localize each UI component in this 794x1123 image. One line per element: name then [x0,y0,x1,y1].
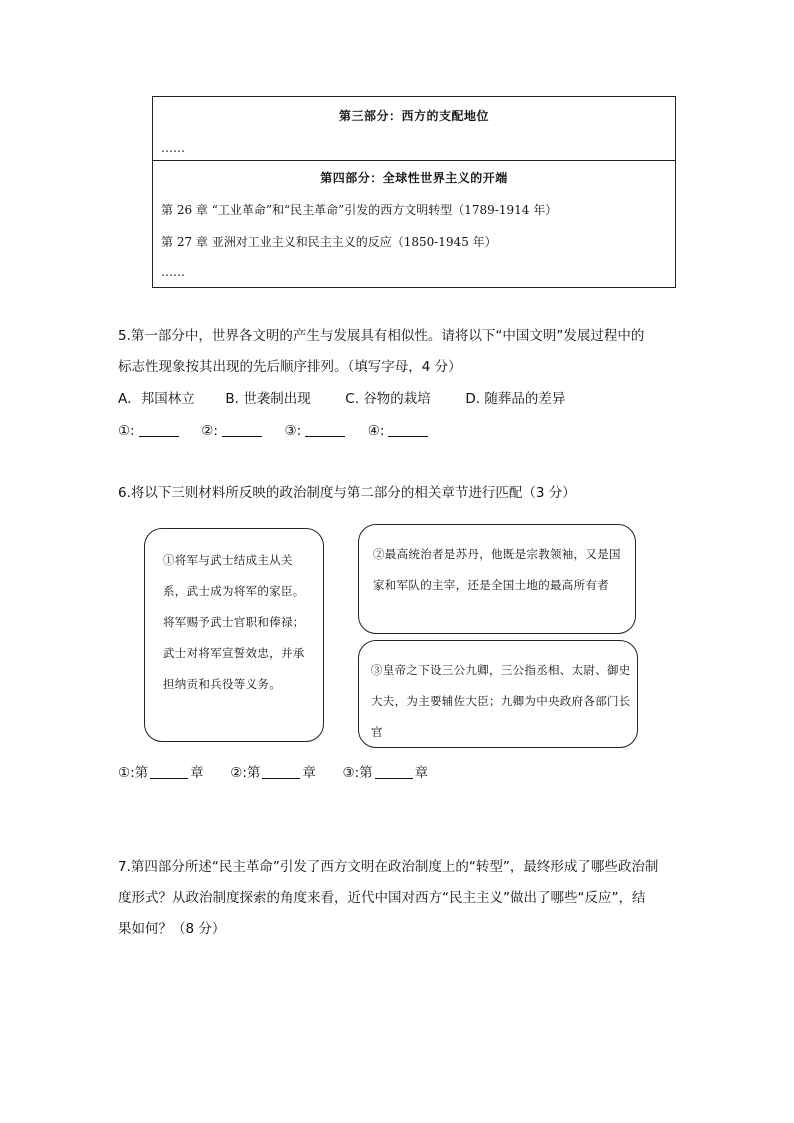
q5-blank-4-label: ④: [367,423,385,439]
q5-blank-2[interactable] [222,436,262,437]
q6-answer-2-pre: ②:第 [230,765,261,781]
q5-option-a: A．邦国林立 [118,391,195,407]
q5-option-c: C. 谷物的栽培 [345,391,431,407]
part4-title: 第四部分：全球性世界主义的开端 [320,171,508,185]
q6-answer-1-post: 章 [190,765,204,781]
material-2-box [358,524,636,634]
part3-ellipsis: …… [161,141,185,155]
q6-blank-2[interactable] [262,778,300,779]
q6-answer-3-post: 章 [414,765,429,781]
q5-line-1: 5.第一部分中，世界各文明的产生与发展具有相似性。请将以下“中国文明”发展过程中的 [118,328,645,344]
q7-line-2: 度形式？从政治制度探索的角度来看，近代中国对西方“民主主义”做出了哪些“反应”，结 [118,890,646,906]
contents-table [152,96,676,288]
part4-section [153,161,675,286]
q6-answer-1-pre: ①:第 [118,765,149,781]
material-1-box [144,528,324,742]
q6-blank-3[interactable] [375,778,413,779]
part3-title: 第三部分：西方的支配地位 [338,109,489,123]
q6-answer-row [118,767,428,781]
chapter-27: 第 27 章 亚洲对工业主义和民主主义的反应（1850-1945 年） [161,235,497,249]
part4-ellipsis: …… [161,265,185,279]
q6-line-1: 6.将以下三则材料所反映的政治制度与第二部分的相关章节进行匹配（3 分） [118,485,576,501]
q5-answer-row [118,425,428,439]
material-2-text: ②最高统治者是苏丹，他既是宗教领袖，又是国家和军队的主宰，还是全国土地的最高所有者 [373,547,621,592]
q5-option-b: B. 世袭制出现 [225,391,311,407]
q5-blank-3-label: ③: [284,423,302,439]
q7-line-1: 7.第四部分所述“民主革命”引发了西方文明在政治制度上的“转型”，最终形成了哪些政治制 [118,859,659,875]
q5-options [118,393,565,407]
material-3-text: ③皇帝之下设三公九卿，三公指丞相、太尉、御史大夫，为主要辅佐大臣；九卿为中央政府各部门长官 [371,663,631,739]
q5-blank-3[interactable] [305,436,345,437]
material-1-text: ①将军与武士结成主从关系，武士成为将军的家臣。将军赐予武士官职和俸禄；武士对将军宣誓效忠，并承担纳贡和兵役等义务。 [163,553,305,691]
q6-blank-1[interactable] [150,778,188,779]
q5-blank-1[interactable] [139,436,179,437]
q5-blank-1-label: ①: [118,423,135,439]
q7-line-3: 果如何？（8 分） [118,921,226,937]
q5-line-2: 标志性现象按其出现的先后顺序排列。（填写字母，4 分） [118,359,462,375]
q6-answer-2-post: 章 [302,765,316,781]
q5-option-d: D. 随葬品的差异 [465,391,566,407]
q5-blank-4[interactable] [388,436,428,437]
chapter-26: 第 26 章 “工业革命”和“民主革命”引发的西方文明转型（1789-1914 年） [161,203,558,217]
material-3-box [358,640,638,748]
part3-section [153,97,675,161]
q5-blank-2-label: ②: [201,423,218,439]
q6-answer-3-pre: ③:第 [342,765,373,781]
